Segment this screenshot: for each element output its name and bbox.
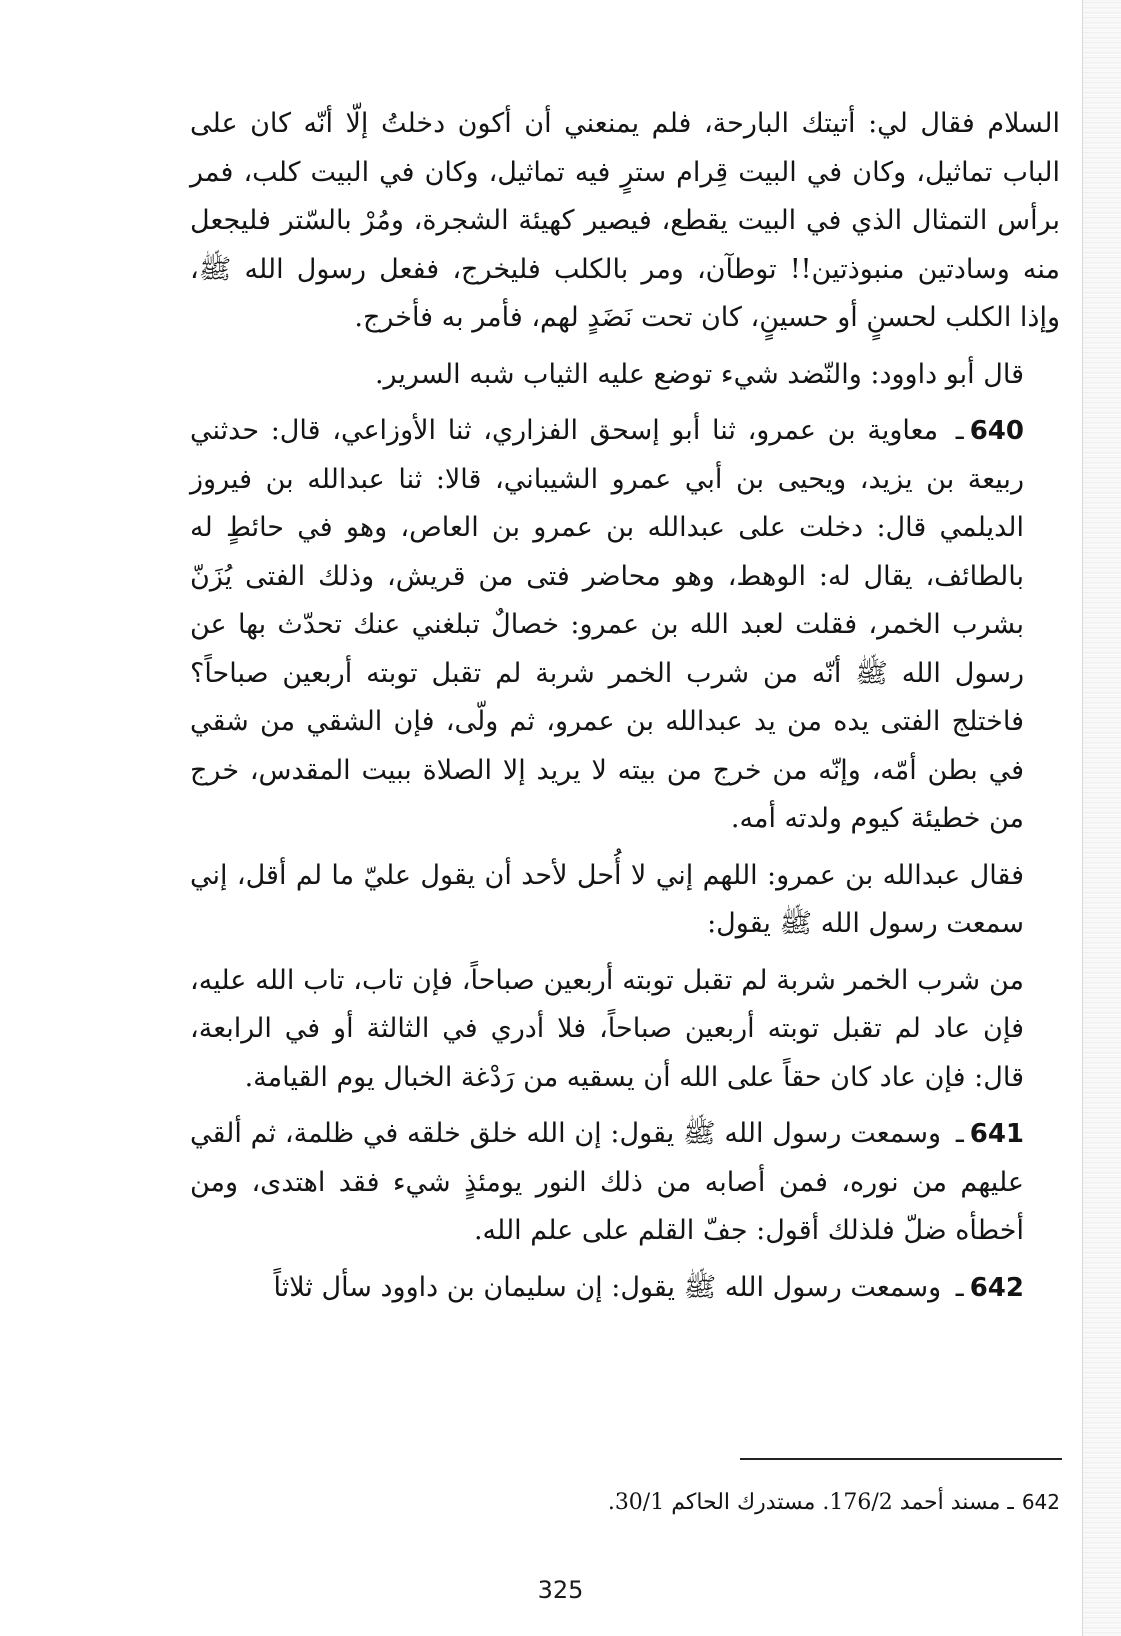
hadith-number: 641 [969,1119,1025,1149]
hadith-dash: ـ [955,1271,964,1303]
footnote-dash: ـ [1007,1490,1014,1515]
hadith-642 [190,1264,1060,1313]
paragraph-1 [190,100,1060,343]
hadith-number: 640 [969,416,1024,446]
hadith-641 [190,1110,1060,1256]
page-body [190,100,1060,1312]
paragraph-text: من شرب الخمر شربة لم تقبل توبته أربعين صباحاً، فإن تاب، تاب الله عليه، فإن عاد لم تقبل توبته أربعين صباحاً، فلا أدري في الثالثة أو في الرابعة، قال: فإن عاد كان حقاً على الله أن يسقيه من رَدْغة الخبال يوم القيامة. [190,964,1024,1093]
page-number: 325 [537,1576,584,1604]
paragraph-text: وسمعت رسول الله ﷺ يقول: إن الله خلق خلقه في ظلمة، ثم ألقي عليهم من نوره، فمن أصابه من ذلك النور يومئذٍ شيء فقد اهتدى، ومن أخطأه ضلّ فلذلك أقول: جفّ القلم على علم الله. [190,1118,1024,1246]
paragraph-text: قال أبو داوود: والنّضد شيء توضع عليه الثياب شبه السرير. [374,358,1024,390]
paragraph-text: وسمعت رسول الله ﷺ يقول: إن سليمان بن داوود سأل ثلاثاً [273,1271,942,1303]
hadith-quote [190,957,1060,1103]
paragraph-text: السلام فقال لي: أتيتك البارحة، فلم يمنعني أن أكون دخلتُ إلّا أنّه كان على الباب تماثيل، وكان في البيت قِرام سترٍ فيه تماثيل، وكان في البيت كلب، فمر برأس التمثال الذي في البيت يقطع، فيصير كهيئة الشجرة، ومُرْ بالسّتر فليجعل منه وسادتين منبوذتين!! توطآن، ومر بالكلب فليخرج، ففعل رسول الله ﷺ، وإذا الكلب لحسنٍ أو حسينٍ، كان تحت نَضَدٍ لهم، فأمر به فأخرج. [190,108,1060,333]
paragraph-text: معاوية بن عمرو، ثنا أبو إسحق الفزاري، ثنا الأوزاعي، قال: حدثني ربيعة بن يزيد، ويحيى بن أبي عمرو الشيباني، قالا: ثنا عبدالله بن فيروز الديلمي قال: دخلت على عبدالله بن عمرو بن العاص، وهو في حائطٍ له بالطائف، يقال له: الوهط، وهو محاضر فتى من قريش، وذلك الفتى يُزَنّ بشرب الخمر، فقلت لعبد الله بن عمرو: خصالٌ تبلغني عنك تحدّث بها عن رسول الله ﷺ أنّه من شرب الخمر شربة لم تقبل توبته أربعين صباحاً؟ فاختلج الفتى يده من يد عبدالله بن عمرو، ثم ولّى، فإن الشقي من شقي في بطن أمّه، وإنّه من خرج من بيته لا يريد إلا الصلاة ببيت المقدس، خرج من خطيئة كيوم ولدته أمه. [190,415,1024,834]
paragraph-4 [190,852,1060,949]
hadith-number: 642 [969,1272,1024,1303]
paragraph-text: فقال عبدالله بن عمرو: اللهم إني لا أُحل لأحد أن يقول عليّ ما لم أقل، إني سمعت رسول الله ﷺ يقول: [190,859,1024,939]
page-edge [1083,0,1121,1636]
hadith-dash: ـ [955,415,964,446]
footnote-divider [740,1458,1062,1460]
paragraph-2 [190,351,1060,400]
footnote [460,1485,1060,1520]
hadith-dash: ـ [955,1118,964,1149]
footnote-text: مسند أحمد 176/2. مستدرك الحاكم 30/1. [607,1490,1001,1515]
footnote-number: 642 [1021,1490,1060,1514]
hadith-640 [190,407,1060,844]
